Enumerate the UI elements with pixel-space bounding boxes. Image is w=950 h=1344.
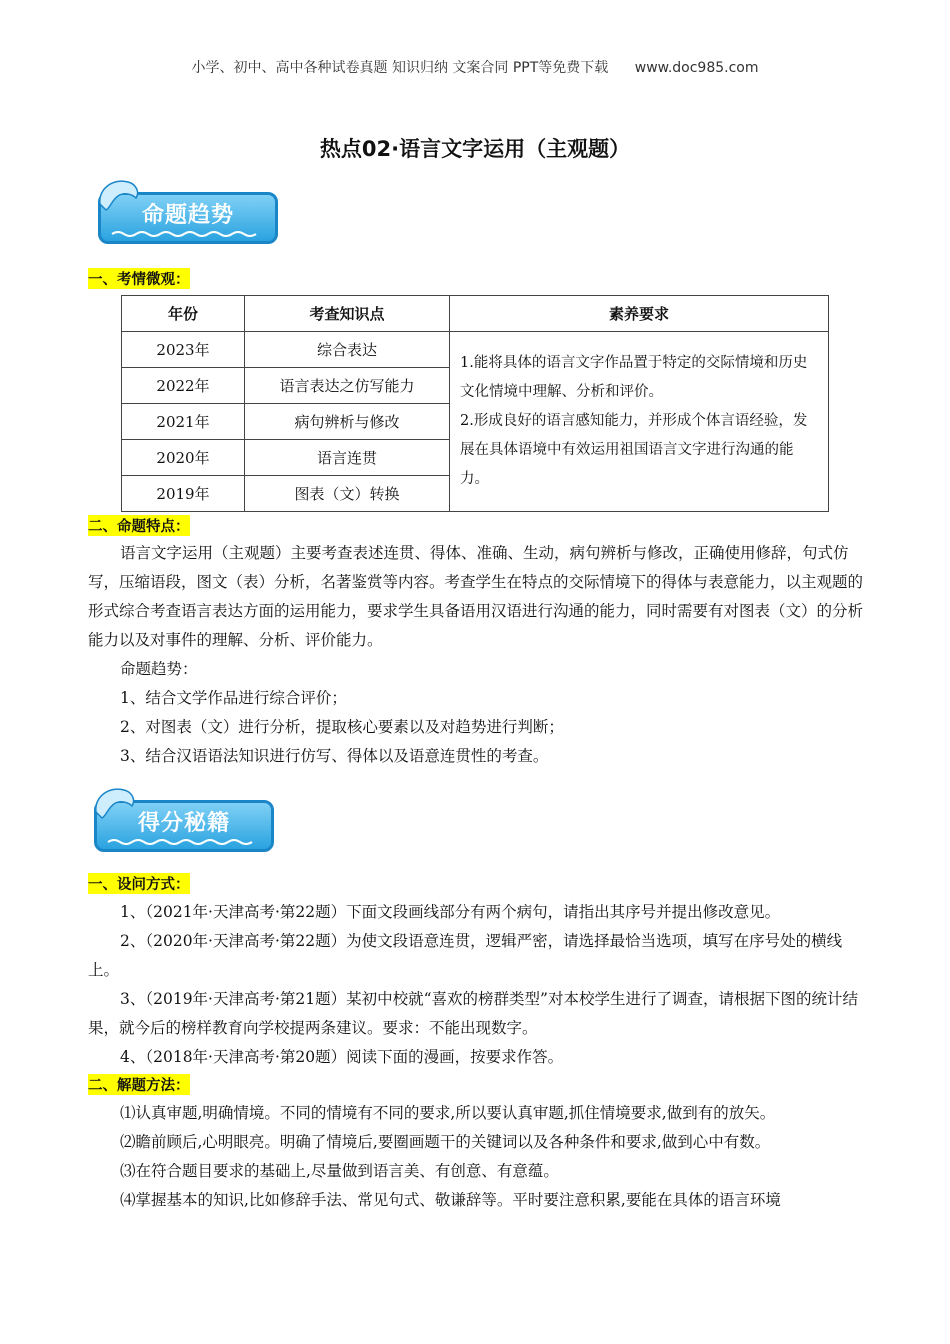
question-item: 3、（2019年·天津高考·第21题）某初中校就“喜欢的榜群类型”对本校学生进行了调查，请根据下图的统计结果，就今后的榜样教育向学校提两条建议。要求：不能出现数字。 bbox=[88, 990, 858, 1037]
banner-trend-label: 命题趋势 bbox=[142, 203, 235, 228]
method-item: ⑶在符合题目要求的基础上,尽量做到语言美、有创意、有意蕴。 bbox=[120, 1162, 559, 1180]
cell-requirement bbox=[450, 332, 829, 512]
cell-knowledge: 综合表达 bbox=[245, 332, 450, 368]
cell-year: 2022年 bbox=[122, 368, 245, 404]
cell-knowledge: 语言连贯 bbox=[245, 440, 450, 476]
header-url[interactable]: www.doc985.com bbox=[634, 60, 759, 76]
trend-item: 3、结合汉语语法知识进行仿写、得体以及语意连贯性的考查。 bbox=[120, 747, 549, 765]
section-methods: 二、解题方法： bbox=[88, 1074, 190, 1095]
header-knowledge: 考查知识点 bbox=[245, 296, 450, 332]
requirement-1: 1.能将具体的语言文字作品置于特定的交际情境和历史文化情境中理解、分析和评价。 bbox=[460, 355, 808, 400]
section-exam-overview: 一、考情微观： bbox=[88, 268, 190, 289]
cell-year: 2020年 bbox=[122, 440, 245, 476]
method-item: ⑷掌握基本的知识,比如修辞手法、常见句式、敬谦辞等。平时要注意积累,要能在具体的语言环境 bbox=[120, 1191, 781, 1209]
cell-knowledge: 图表（文）转换 bbox=[245, 476, 450, 512]
page-header bbox=[0, 57, 950, 77]
method-item: ⑴认真审题,明确情境。不同的情境有不同的要求,所以要认真审题,抓住情境要求,做到有的放矢。 bbox=[120, 1104, 776, 1122]
section-features: 二、命题特点： bbox=[88, 515, 190, 536]
exam-table bbox=[121, 295, 829, 512]
banner-tips bbox=[88, 784, 278, 856]
cell-knowledge: 病句辨析与修改 bbox=[245, 404, 450, 440]
trend-item: 2、对图表（文）进行分析，提取核心要素以及对趋势进行判断； bbox=[120, 718, 564, 736]
cell-year: 2021年 bbox=[122, 404, 245, 440]
header-requirement: 素养要求 bbox=[450, 296, 829, 332]
trend-label: 命题趋势： bbox=[120, 660, 198, 678]
banner-trend bbox=[92, 176, 282, 248]
methods-block bbox=[88, 1099, 864, 1215]
question-item: 1、（2021年·天津高考·第22题）下面文段画线部分有两个病句，请指出其序号并提出修改意见。 bbox=[120, 903, 781, 921]
banner-tips-label: 得分秘籍 bbox=[138, 811, 231, 836]
question-item: 2、（2020年·天津高考·第22题）为使文段语意连贯，逻辑严密，请选择最恰当选项，填写在序号处的横线上。 bbox=[88, 932, 843, 979]
table-header-row bbox=[122, 296, 829, 332]
cell-year: 2019年 bbox=[122, 476, 245, 512]
cell-year: 2023年 bbox=[122, 332, 245, 368]
page-title: 热点02·语言文字运用（主观题） bbox=[319, 137, 631, 161]
trend-item: 1、结合文学作品进行综合评价； bbox=[120, 689, 347, 707]
table-row bbox=[122, 332, 829, 368]
question-item: 4、（2018年·天津高考·第20题）阅读下面的漫画，按要求作答。 bbox=[120, 1048, 564, 1066]
features-block bbox=[88, 539, 864, 771]
cell-knowledge: 语言表达之仿写能力 bbox=[245, 368, 450, 404]
questions-block bbox=[88, 898, 864, 1072]
method-item: ⑵瞻前顾后,心明眼亮。明确了情境后,要圈画题干的关键词以及各种条件和要求,做到心中有数。 bbox=[120, 1133, 771, 1151]
section-question-types: 一、设问方式： bbox=[88, 873, 190, 894]
features-paragraph: 语言文字运用（主观题）主要考查表述连贯、得体、准确、生动，病句辨析与修改，正确使用修辞，句式仿写，压缩语段，图文（表）分析，名著鉴赏等内容。考查学生在特点的交际情境下的得体与表意能力，以主观题的形式综合考查语言表达方面的运用能力，要求学生具备语用汉语进行沟通的能力，同时需要有对图表（文）的分析能力以及对事件的理解、分析、评价能力。 bbox=[88, 544, 864, 649]
header-year: 年份 bbox=[122, 296, 245, 332]
header-text: 小学、初中、高中各种试卷真题 知识归纳 文案合同 PPT等免费下载 bbox=[191, 60, 609, 76]
requirement-2: 2.形成良好的语言感知能力，并形成个体言语经验，发展在具体语境中有效运用祖国语言文字进行沟通的能力。 bbox=[460, 413, 808, 487]
